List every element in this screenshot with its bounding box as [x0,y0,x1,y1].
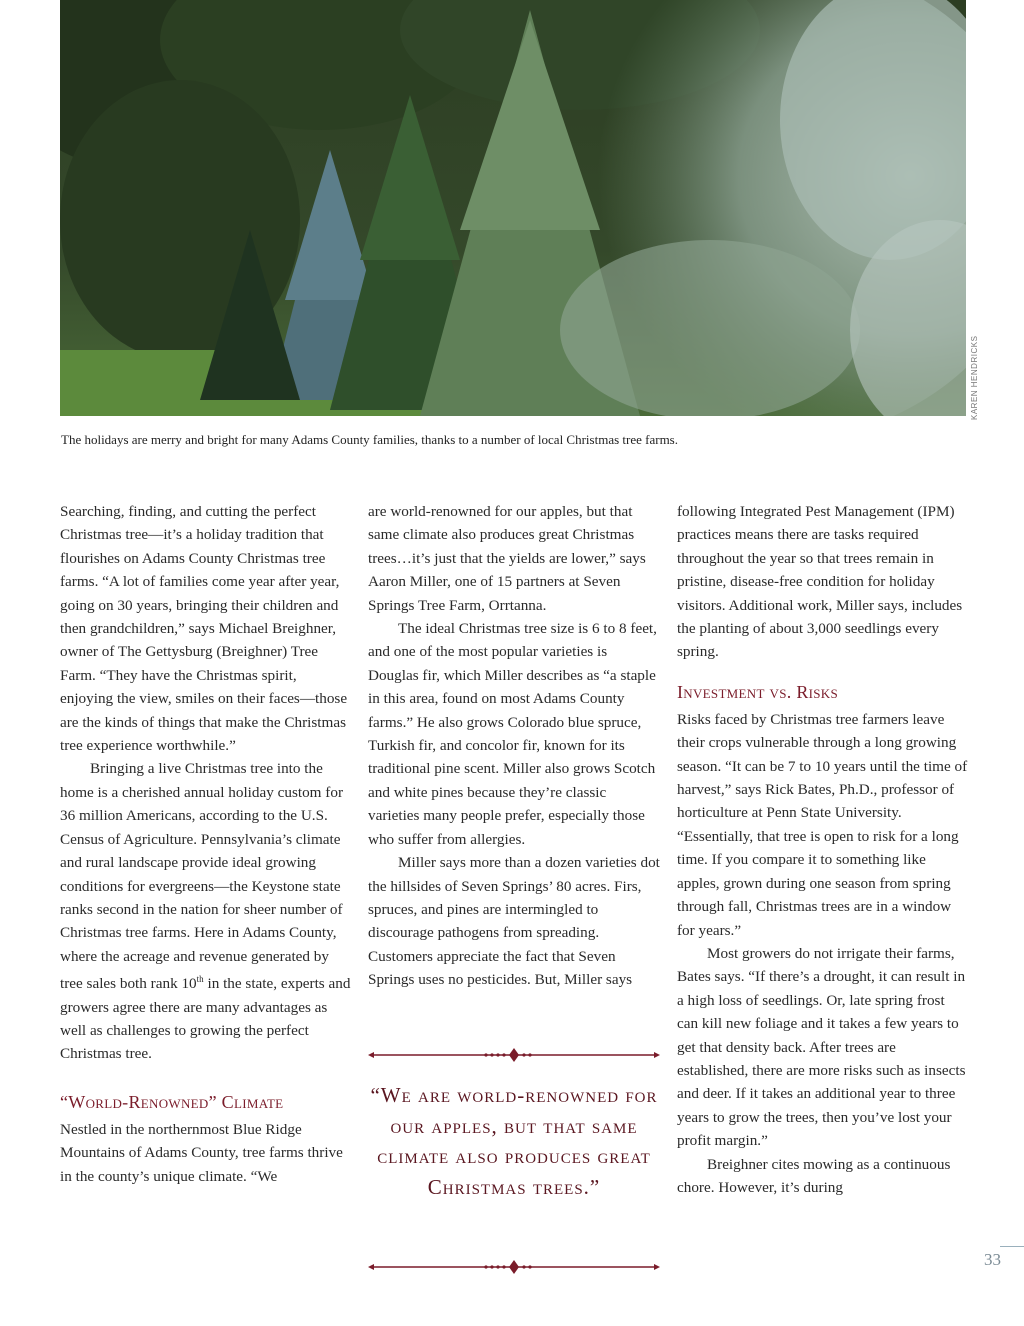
paragraph: Miller says more than a dozen varieties dot the hillsides of Seven Springs’ 80 acres. Firs, spruces, and pines are intermingled to discourage pathogens from spreading. Customers appreciate the fact that Seven Springs uses no pesticides. But, Miller says [368,854,660,989]
paragraph: following Integrated Pest Management (IPM) practices means there are tasks required throughout the year so that trees remain in pristine, disease-free condition for holiday visitors. Additional work, Miller says, includes the planting of about 3,000 seedlings every spring. [677,503,963,661]
paragraph: The ideal Christmas tree size is 6 to 8 feet, and one of the most popular varieties is Douglas fir, which Miller describes as “a staple in this area, found on most Adams County farms.” He also grows Colorado blue spruce, Turkish fir, and concolor fir, known for its traditional pine scent. Miller also grows Scotch and white pines because they’re classic varieties many people prefer, especially those who suffer from allergies. [368,620,657,848]
section-heading-risks: Investment vs. Risks [677,681,839,702]
page-number: 33 [984,1250,1001,1269]
ornament-rule [368,1260,660,1274]
pull-quote: “We are world-renowned for our apples, but that same climate also produces great Christmas trees.” [370,1083,658,1199]
paragraph: Most growers do not irrigate their farms, Bates says. “If there’s a drought, it can result in a high loss of seedlings. Or, late spring frost can kill new foliage and it takes a few years to get that density back. After trees are established, there are more risks such as insects and deer. If it takes an additional year to three years to grow the trees, then you’ve lost your profit margin.” [677,944,966,1150]
paragraph [60,757,352,1065]
superscript: th [196,974,204,985]
photo-caption: The holidays are merry and bright for many Adams County families, thanks to a number of local Christmas tree farms. [61,432,678,447]
photo-credit: KAREN HENDRICKS [970,335,979,420]
page-edge-line [1000,1246,1024,1247]
paragraph: Breighner cites mowing as a continuous chore. However, it’s during [677,1155,951,1196]
paragraph: Nestled in the northernmost Blue Ridge Mountains of Adams County, tree farms thrive in the county’s unique climate. “We [60,1120,343,1185]
paragraph-text: Bringing a live Christmas tree into the home is a cherished annual holiday custom for 36 million Americans, according to the U.S. Census of Agriculture. Pennsylvania’s climate and rural landscape provide ideal growing conditions for evergreens—the Keystone state ranks second in the nation for sheer number of Christmas tree farms. Here in Adams County, where the acreage and revenue generated by tree sales both rank 10 [60,760,344,993]
section-heading-climate: “World-Renowned” Climate [60,1091,284,1112]
paragraph-text: in the state, experts and growers agree there are many advantages as well as challenges to growing the perfect Christmas tree. [60,975,351,1063]
article-column-2 [368,500,660,992]
paragraph: are world-renowned for our apples, but that same climate also produces great Christmas trees…it’s just that the yields are lower,” says Aaron Miller, one of 15 partners at Seven Springs Tree Farm, Orrtanna. [368,503,646,614]
article-column-1 [60,500,352,1188]
article-column-3 [677,500,969,1199]
ornament-rule [368,1048,660,1062]
paragraph: Risks faced by Christmas tree farmers leave their crops vulnerable through a long growing season. “It can be 7 to 10 years until the time of harvest,” says Rick Bates, Ph.D., professor of horticulture at Penn State University. “Essentially, that tree is open to risk for a long time. If you compare it to something like apples, grown during one season from spring through fall, Christmas trees are in a window for years.” [677,710,968,939]
christmas-tree-photo [60,0,966,416]
paragraph: Searching, finding, and cutting the perfect Christmas tree—it’s a holiday tradition that flourishes on Adams County Christmas tree farms. “A lot of families come year after year, going on 30 years, bringing their children and then grandchildren,” says Michael Breighner, owner of The Gettysburg (Breighner) Tree Farm. “They have the Christmas spirit, enjoying the view, smiles on their faces—those are the kinds of things that make the Christmas tree experience worthwhile.” [60,503,348,755]
